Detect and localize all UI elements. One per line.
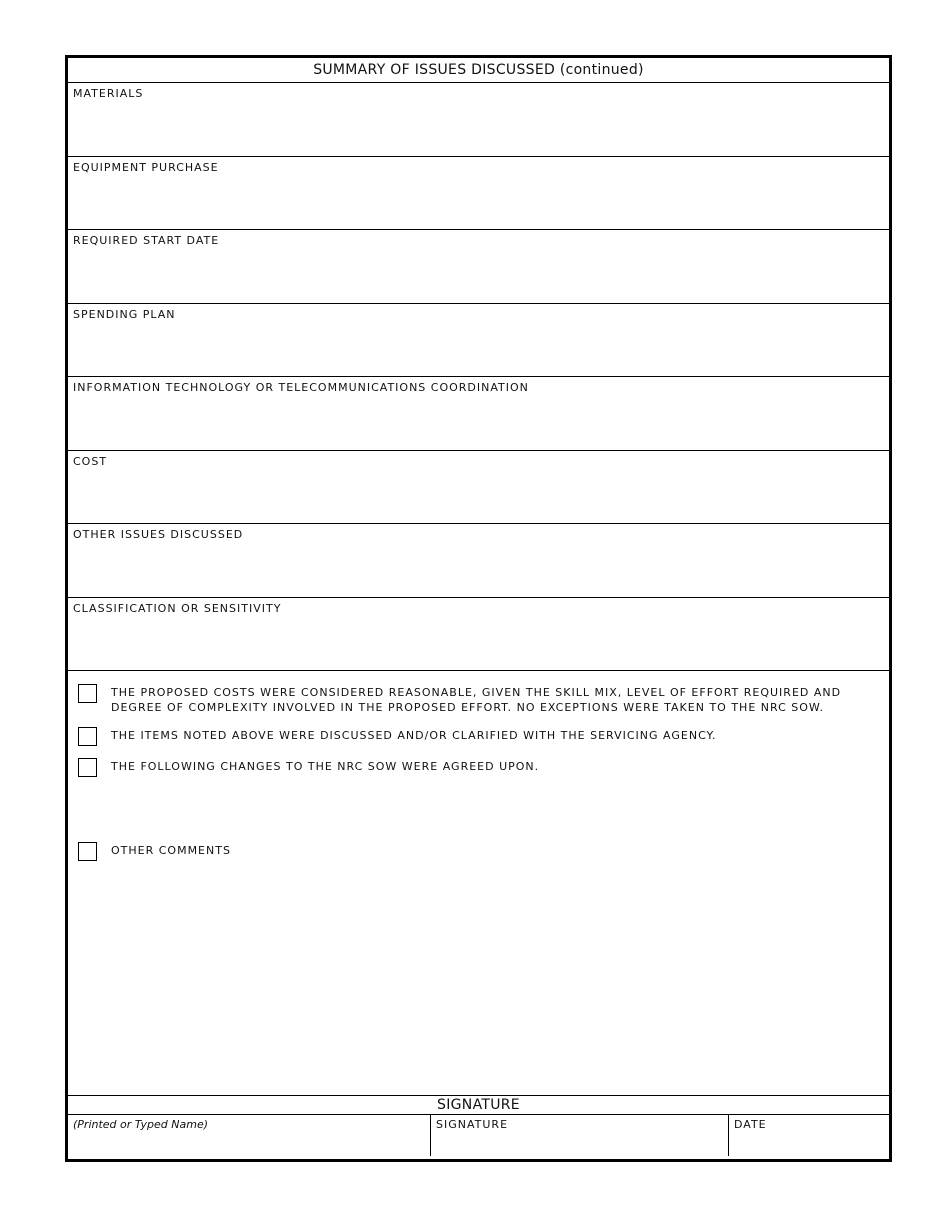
required-start-date-field[interactable]	[68, 230, 889, 304]
spending-plan-field[interactable]	[68, 304, 889, 378]
sow-changes-text: THE FOLLOWING CHANGES TO THE NRC SOW WERE AGREED UPON.	[111, 760, 540, 773]
equipment-purchase-label: EQUIPMENT PURCHASE	[73, 160, 219, 174]
costs-reasonable-checkbox[interactable]	[78, 684, 97, 703]
cost-field[interactable]	[68, 451, 889, 525]
equipment-purchase-field[interactable]	[68, 157, 889, 231]
it-telecom-coordination-label: INFORMATION TECHNOLOGY OR TELECOMMUNICATIONS COORDINATION	[73, 381, 529, 394]
materials-label: MATERIALS	[73, 87, 144, 100]
costs-reasonable-text: THE PROPOSED COSTS WERE CONSIDERED REASONABLE, GIVEN THE SKILL MIX, LEVEL OF EFFORT REQUIRED AND DEGREE OF COMPLEXITY INVOLVED IN THE PROPOSED EFFORT. NO EXCEPTIONS WERE TAKEN TO THE NRC SOW.	[111, 686, 842, 714]
it-telecom-coordination-field[interactable]	[68, 377, 889, 451]
checkbox-area	[68, 671, 889, 1096]
sow-changes-checkbox[interactable]	[78, 758, 97, 777]
signature-field[interactable]	[431, 1115, 729, 1156]
summary-form	[65, 55, 892, 1162]
signature-label: SIGNATURE	[436, 1118, 509, 1131]
printed-name-field[interactable]	[68, 1115, 431, 1156]
date-field[interactable]	[729, 1115, 889, 1156]
required-start-date-label: REQUIRED START DATE	[73, 234, 220, 247]
classification-label: CLASSIFICATION OR SENSITIVITY	[73, 601, 282, 615]
form-title: SUMMARY OF ISSUES DISCUSSED (continued)	[68, 58, 889, 83]
other-issues-field[interactable]	[68, 524, 889, 598]
date-label: DATE	[734, 1118, 767, 1131]
other-comments-text: OTHER COMMENTS	[111, 844, 231, 857]
other-issues-label: OTHER ISSUES DISCUSSED	[73, 528, 244, 541]
printed-name-label: (Printed or Typed Name)	[73, 1118, 209, 1131]
other-comments-checkbox[interactable]	[78, 842, 97, 861]
items-discussed-checkbox[interactable]	[78, 727, 97, 746]
cost-label: COST	[73, 454, 108, 468]
signature-row	[68, 1115, 889, 1156]
items-discussed-text: THE ITEMS NOTED ABOVE WERE DISCUSSED AND/OR CLARIFIED WITH THE SERVICING AGENCY.	[111, 729, 717, 742]
classification-field[interactable]	[68, 598, 889, 672]
signature-section-title: SIGNATURE	[68, 1096, 889, 1115]
materials-field[interactable]	[68, 83, 889, 157]
spending-plan-label: SPENDING PLAN	[73, 307, 176, 321]
